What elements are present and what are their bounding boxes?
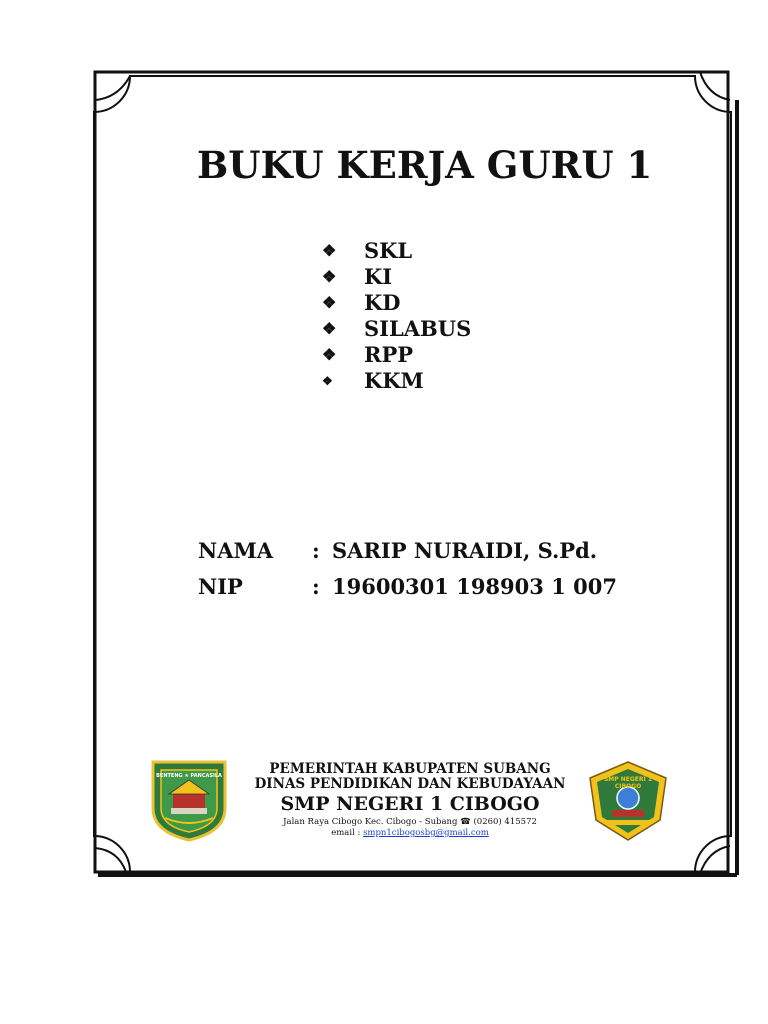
list-item: ❖ SKL [322, 238, 413, 263]
department-line: DINAS PENDIDIKAN DAN KEBUDAYAAN [254, 776, 566, 792]
nama-value: SARIP NURAIDI, S.Pd. [332, 538, 598, 563]
list-item: ❖ KI [322, 264, 393, 289]
list-item: ❖ KKM [322, 368, 424, 393]
government-line: PEMERINTAH KABUPATEN SUBANG [269, 761, 551, 777]
document-title: BUKU KERJA GURU 1 [197, 143, 653, 187]
diamond-bullet-icon: ❖ [322, 293, 337, 312]
subang-regency-logo [149, 758, 229, 842]
diamond-bullet-icon: ❖ [322, 374, 333, 388]
school-name: SMP NEGERI 1 CIBOGO [280, 793, 540, 815]
svg-text:BENTENG ★ PANCASILA: BENTENG ★ PANCASILA [156, 773, 222, 779]
nip-colon: : [312, 574, 320, 599]
nama-colon: : [312, 538, 320, 563]
svg-text:SMP NEGERI 1: SMP NEGERI 1 [603, 776, 653, 783]
diamond-bullet-icon: ❖ [322, 241, 337, 260]
nip-value: 19600301 198903 1 007 [332, 574, 617, 599]
diamond-bullet-icon: ❖ [322, 319, 337, 338]
email-line [240, 828, 580, 839]
svg-text:CIBOGO: CIBOGO [614, 783, 642, 790]
nip-label: NIP [198, 574, 243, 599]
email-link[interactable]: smpn1cibogosbg@gmail.com [363, 828, 489, 838]
nama-label: NAMA [198, 538, 274, 563]
diamond-bullet-icon: ❖ [322, 267, 337, 286]
school-letterhead [240, 762, 580, 839]
address-line: Jalan Raya Cibogo Kec. Cibogo - Subang ☎ (0260) 415572 [283, 817, 537, 827]
list-item: ❖ RPP [322, 342, 414, 367]
diamond-bullet-icon: ❖ [322, 345, 337, 364]
email-label: email : [331, 828, 361, 838]
school-logo [586, 760, 670, 842]
content-list [322, 238, 471, 394]
list-item: ❖ SILABUS [322, 316, 472, 341]
list-item: ❖ KD [322, 290, 401, 315]
